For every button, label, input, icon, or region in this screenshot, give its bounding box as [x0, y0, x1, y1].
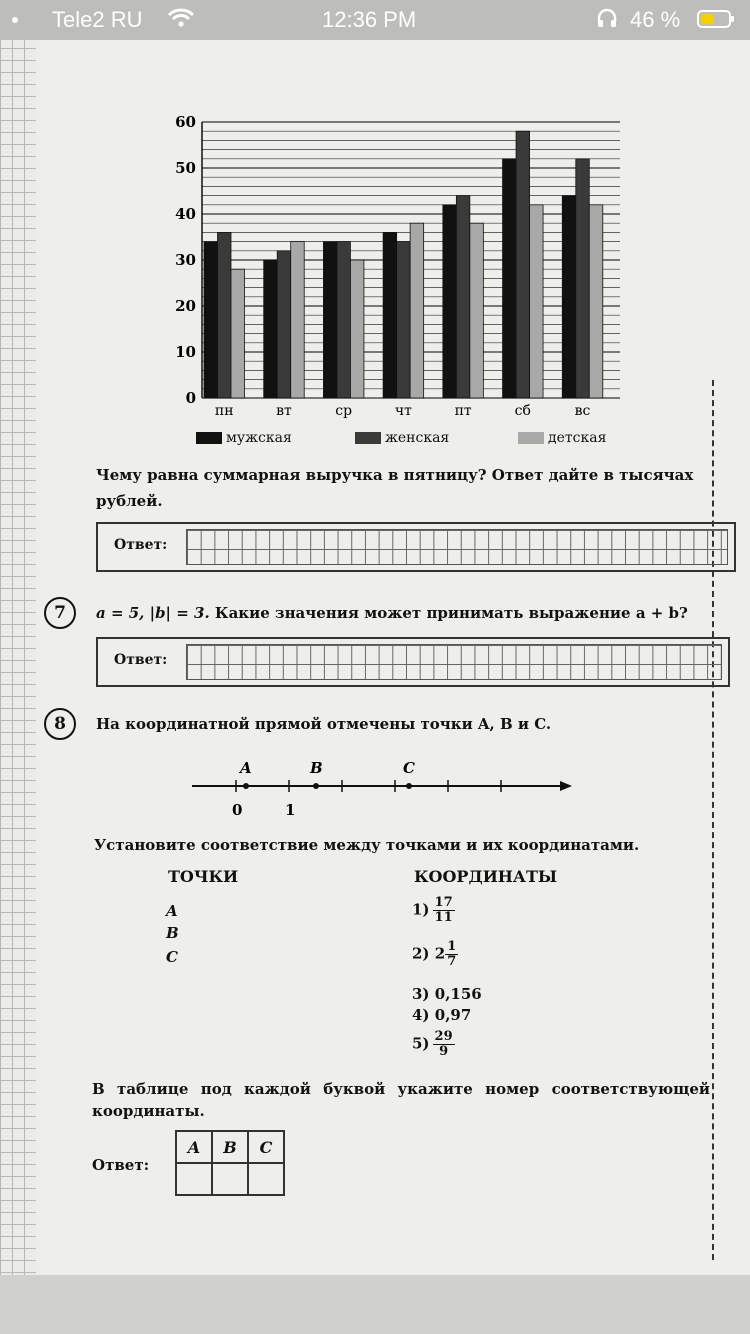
q6-answer-box[interactable]	[96, 522, 736, 572]
point-c: C	[166, 948, 178, 966]
bar-вс-женская	[576, 159, 590, 398]
answer-label: Ответ:	[92, 1156, 150, 1174]
q8-instruction: Установите соответствие между точками и их координатами.	[94, 836, 640, 854]
point-b-label: B	[310, 759, 323, 777]
bar-пт-женская	[456, 196, 470, 398]
q6-text: Чему равна суммарная выручка в пятницу? Ответ дайте в тысячах рублей.	[96, 466, 694, 510]
status-bar	[0, 0, 750, 40]
coords-header: КООРДИНАТЫ	[414, 867, 558, 886]
coord-option-5: 5) $\frac{29}{9}$	[412, 1029, 453, 1059]
bar-вс-мужская	[562, 196, 576, 398]
answer-label: Ответ:	[114, 537, 168, 553]
battery-icon	[697, 10, 731, 28]
bar-ср-мужская	[323, 242, 337, 398]
x-tick-label: сб	[514, 403, 531, 419]
answer-cell-a[interactable]	[176, 1163, 212, 1195]
point-a: A	[166, 902, 178, 920]
points-header: ТОЧКИ	[168, 867, 239, 886]
y-tick-label: 20	[175, 297, 196, 315]
answer-cells[interactable]	[186, 529, 728, 565]
q7-question: Какие значения может принимать выражение a + b?	[214, 604, 688, 622]
fraction: $\frac{1}{7}$	[447, 939, 457, 969]
bar-пт-мужская	[443, 205, 457, 398]
page-edge	[0, 1275, 750, 1334]
point-b: B	[166, 924, 179, 942]
number-line	[190, 755, 575, 825]
clock: 12:36 PM	[322, 7, 417, 32]
y-tick-label: 50	[175, 159, 196, 177]
sales-bar-chart	[160, 105, 630, 425]
x-tick-label: вс	[574, 403, 591, 419]
y-tick-label: 30	[175, 251, 196, 269]
bar-вт-женская	[277, 251, 291, 398]
legend-item-male: мужская	[196, 430, 292, 446]
bar-ср-женская	[337, 242, 351, 398]
bar-пн-мужская	[204, 242, 218, 398]
y-tick-label: 0	[185, 389, 196, 407]
bar-сб-женская	[516, 131, 530, 398]
q7-answer-box[interactable]	[96, 637, 730, 687]
answer-header-a: A	[176, 1131, 212, 1163]
coord-option-2: 2) 2 $\frac{1}{7}$	[412, 939, 457, 969]
legend-item-kids: детская	[518, 430, 606, 446]
fraction: $\frac{17}{11}$	[434, 895, 453, 925]
legend-item-female: женская	[355, 430, 449, 446]
bar-чт-женская	[397, 242, 411, 398]
bar-вт-мужская	[264, 260, 278, 398]
tick-1-label: 1	[285, 801, 296, 819]
table-instruction: В таблице под каждой буквой укажите номер соответствующей координаты.	[92, 1080, 710, 1120]
bar-пн-женская	[218, 232, 232, 398]
bar-чт-мужская	[383, 232, 397, 398]
headphones-icon	[596, 7, 618, 35]
question-number-8: 8	[44, 708, 76, 740]
point-a-label: A	[240, 759, 252, 777]
x-tick-label: пн	[214, 403, 234, 419]
coord-option-4: 4) 0,97	[412, 1006, 472, 1024]
x-tick-label: вт	[276, 403, 292, 419]
answer-cells[interactable]	[186, 644, 722, 680]
answer-header-b: B	[212, 1131, 248, 1163]
x-tick-label: чт	[394, 403, 412, 419]
bar-чт-детская	[410, 223, 424, 398]
coord-option-1: 1) $\frac{17}{11}$	[412, 895, 453, 925]
y-tick-label: 10	[175, 343, 196, 361]
y-tick-label: 40	[175, 205, 196, 223]
bar-пт-детская	[470, 223, 484, 398]
q7-condition: a = 5, |b| = 3.	[96, 604, 210, 622]
answer-header-c: C	[248, 1131, 284, 1163]
fraction: $\frac{29}{9}$	[434, 1029, 453, 1059]
bar-ср-детская	[350, 260, 364, 398]
bar-вт-детская	[291, 242, 305, 398]
bar-вс-детская	[589, 205, 603, 398]
x-tick-label: ср	[335, 403, 353, 419]
signal-icon	[12, 17, 18, 23]
q8-text: На координатной прямой отмечены точки A, B и C.	[96, 715, 552, 733]
legend-swatch	[196, 432, 222, 444]
bar-сб-мужская	[503, 159, 516, 398]
answer-table	[175, 1130, 285, 1196]
q7-text	[96, 600, 716, 626]
legend-swatch	[355, 432, 381, 444]
legend-swatch	[518, 432, 544, 444]
carrier-name: Tele2 RU	[52, 7, 143, 32]
bar-пн-детская	[231, 269, 245, 398]
x-tick-label: пт	[454, 403, 472, 419]
answer-cell-c[interactable]	[248, 1163, 284, 1195]
battery-percent: 46 %	[630, 7, 681, 32]
point-c-label: C	[403, 759, 415, 777]
question-number-7: 7	[44, 597, 76, 629]
bar-сб-детская	[530, 205, 544, 398]
answer-label: Ответ:	[114, 652, 168, 668]
wifi-icon	[168, 8, 194, 34]
y-tick-label: 60	[175, 113, 196, 131]
answer-cell-b[interactable]	[212, 1163, 248, 1195]
coord-option-3: 3) 0,156	[412, 985, 482, 1003]
tick-0-label: 0	[232, 801, 243, 819]
